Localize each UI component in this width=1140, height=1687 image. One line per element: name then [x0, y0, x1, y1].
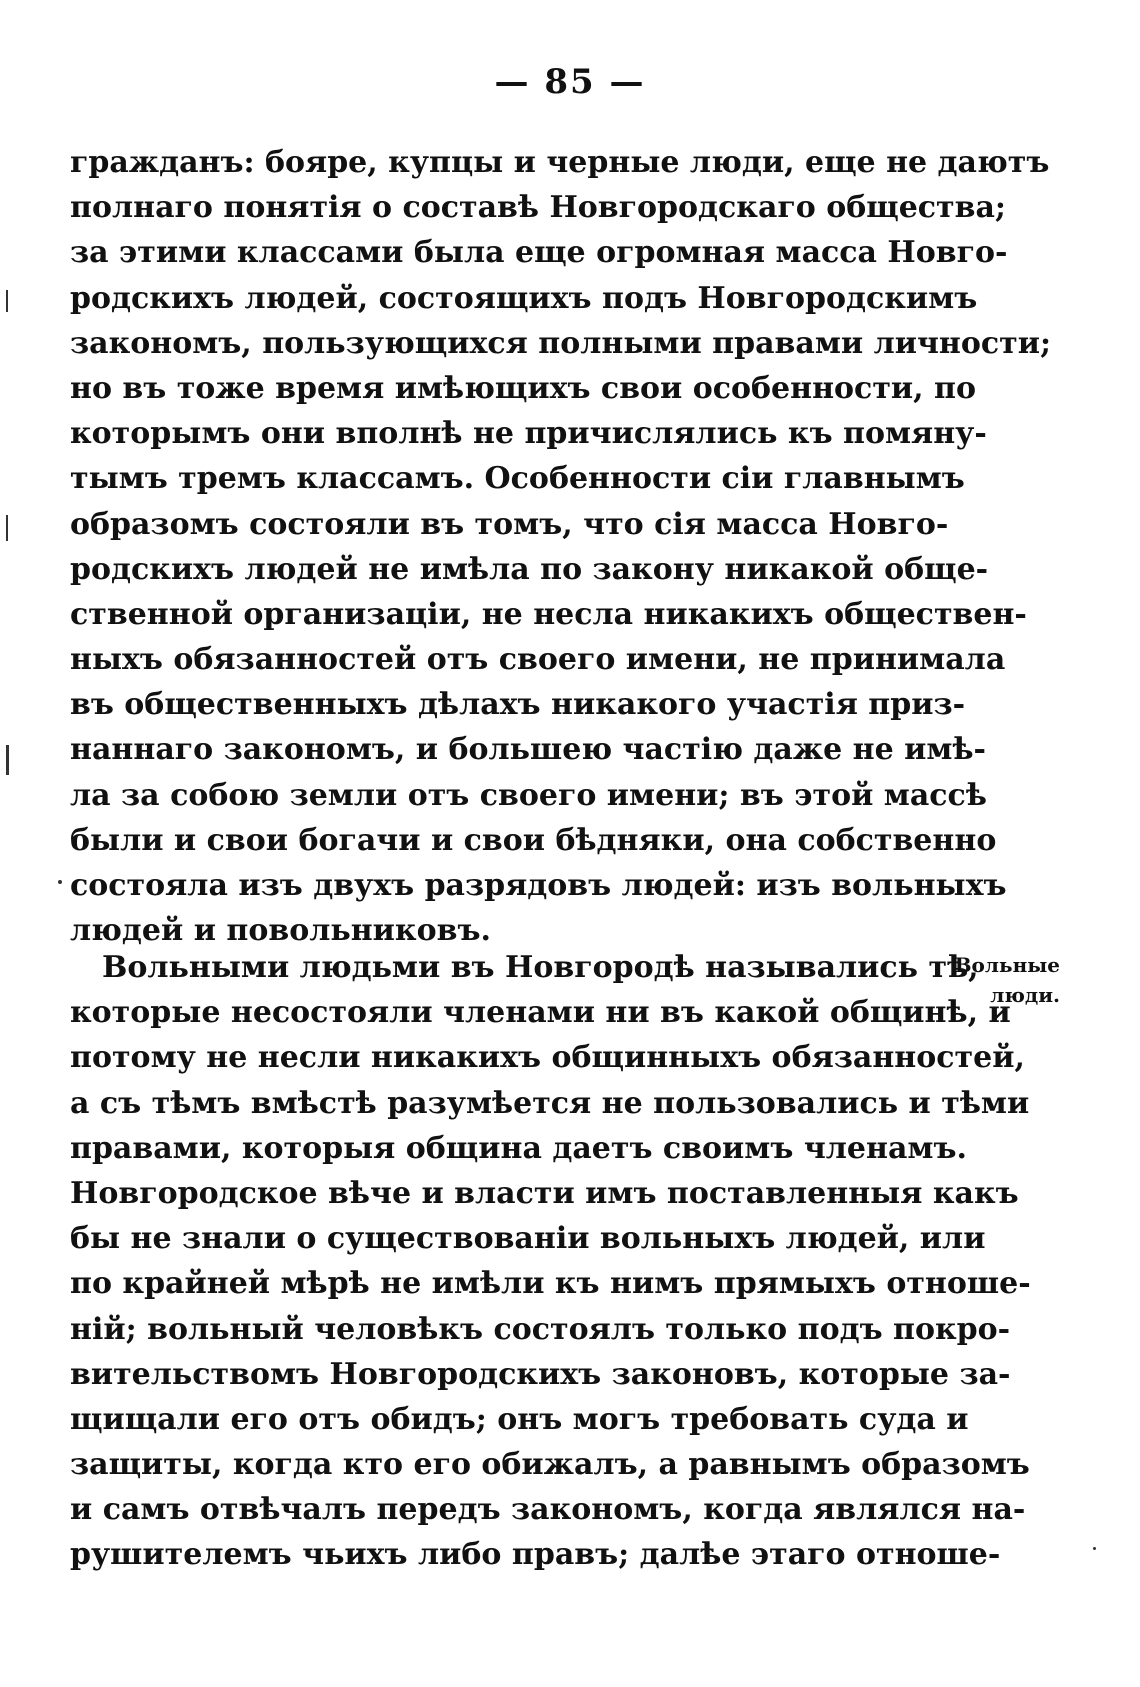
- text-line: и самъ отвѣчалъ передъ закономъ, когда являлся на-: [70, 1492, 1026, 1528]
- text-line: защиты, когда кто его обижалъ, а равнымъ образомъ: [70, 1447, 1030, 1483]
- text-line: наннаго закономъ, и большею частію даже не имѣ-: [70, 732, 986, 768]
- scan-artifact: [6, 290, 8, 312]
- text-line: родскихъ людей не имѣла по закону никакой обще-: [70, 551, 989, 587]
- text-line: родскихъ людей, состоящихъ подъ Новгородскимъ: [70, 280, 978, 316]
- text-line: Новгородское вѣче и власти имъ поставленныя какъ: [70, 1175, 1019, 1211]
- text-line: а съ тѣмъ вмѣстѣ разумѣется не пользовались и тѣми: [70, 1085, 1030, 1121]
- text-line: полнаго понятія о составѣ Новгородскаго общества;: [70, 190, 1007, 226]
- text-line: ла за собою земли отъ своего имени; въ этой массѣ: [70, 777, 987, 813]
- text-line: за этими классами была еще огромная масса Новго-: [70, 235, 1008, 271]
- text-line: гражданъ: бояре, купцы и черные люди, еще не даютъ: [70, 145, 1050, 180]
- text-line: щищали его отъ обидъ; онъ могъ требовать суда и: [70, 1401, 969, 1437]
- scan-artifact: [58, 880, 62, 884]
- text-line: по крайней мѣрѣ не имѣли къ нимъ прямыхъ отноше-: [70, 1266, 1031, 1302]
- text-line: ній; вольный человѣкъ состоялъ только подъ покро-: [70, 1311, 1011, 1347]
- text-line: состояла изъ двухъ разрядовъ людей: изъ вольныхъ: [70, 868, 1007, 903]
- text-line: были и свои богачи и свои бѣдняки, она собственно: [70, 822, 997, 858]
- margin-note: [940, 950, 1060, 1010]
- text-line: образомъ состояли въ томъ, что сія масса Новго-: [70, 506, 949, 542]
- paragraph-1: [70, 140, 1052, 953]
- text-line: тымъ тремъ классамъ. Особенности сіи главнымъ: [70, 461, 965, 497]
- text-line: людей и повольниковъ.: [70, 913, 491, 949]
- text-line: ныхъ обязанностей отъ своего имени, не принимала: [70, 642, 1006, 678]
- text-line: потому не несли никакихъ общинныхъ обязанностей,: [70, 1040, 1025, 1076]
- page-number: — 85 —: [494, 62, 646, 102]
- text-line: бы не знали о существованіи вольныхъ людей, или: [70, 1221, 986, 1257]
- text-line: Вольными людьми въ Новгородѣ назывались тѣ,: [102, 950, 979, 985]
- scan-artifact: [1093, 1547, 1096, 1550]
- text-line: вительствомъ Новгородскихъ законовъ, которые за-: [70, 1356, 1011, 1392]
- scan-artifact: [6, 745, 9, 775]
- text-line: закономъ, пользующихся полными правами личности;: [70, 325, 1052, 361]
- text-line: ственной организаціи, не несла никакихъ обществен-: [70, 596, 1027, 632]
- text-line: въ общественныхъ дѣлахъ никакого участія приз-: [70, 687, 966, 723]
- text-line: которые несостояли членами ни въ какой общинѣ, и: [70, 995, 1011, 1031]
- margin-note-line: люди.: [990, 983, 1060, 1007]
- text-line: рушителемъ чьихъ либо правъ; далѣе этаго отноше-: [70, 1537, 1001, 1573]
- margin-note-line: Вольные: [954, 953, 1060, 977]
- text-line: правами, которыя община даетъ своимъ членамъ.: [70, 1130, 967, 1166]
- text-line: но въ тоже время имѣющихъ свои особенности, по: [70, 370, 977, 406]
- text-line: которымъ они вполнѣ не причислялись къ помяну-: [70, 416, 987, 452]
- scan-artifact: [6, 515, 8, 541]
